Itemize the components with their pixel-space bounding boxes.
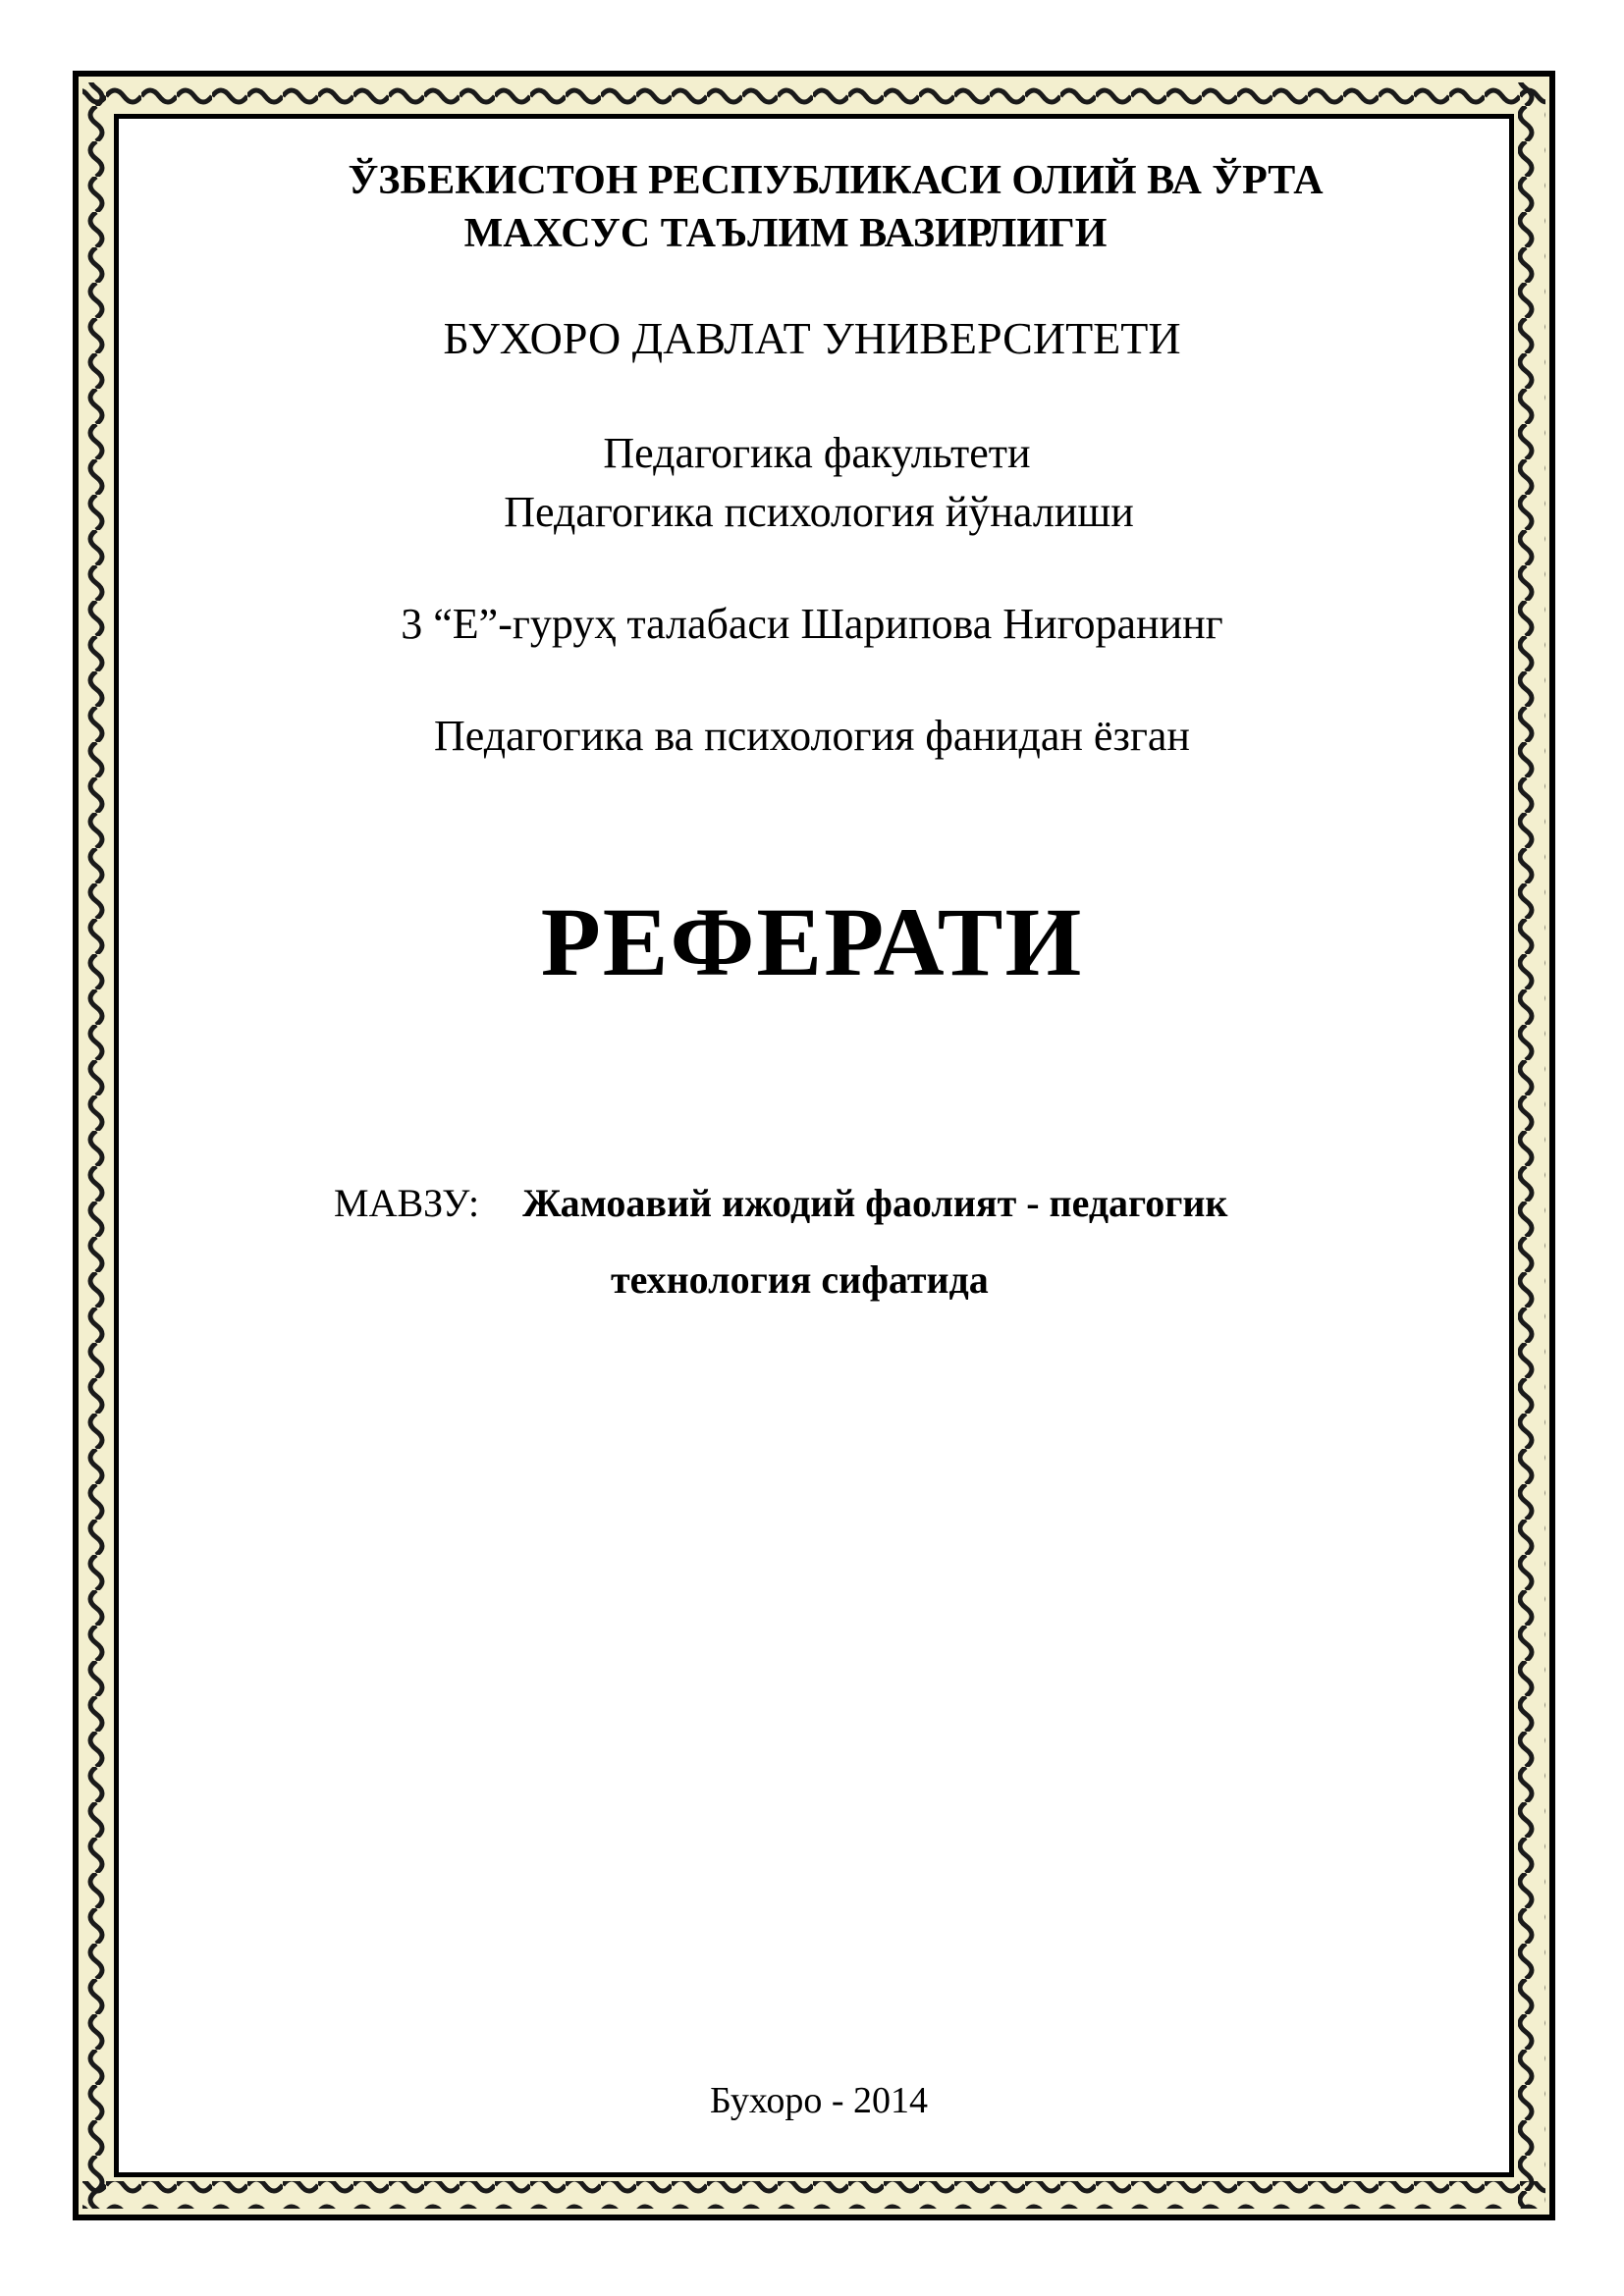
university-name: БУХОРО ДАВЛАТ УНИВЕРСИТЕТИ [443,313,1181,363]
topic-text-1: Жамоавий ижодий фаолият - педагогик [522,1181,1228,1225]
document-title: РЕФЕРАТИ [540,887,1084,996]
ministry-line-2: МАХСУС ТАЪЛИМ ВАЗИРЛИГИ [463,211,1108,256]
topic-line-1 [334,1180,1227,1226]
faculty-name: Педагогика факультети [603,429,1031,477]
topic-label: МАВЗУ: [334,1181,480,1225]
student-line: 3 “Е”-гуруҳ талабаси Шарипова Нигоранинг [401,600,1223,648]
place-year: Бухоро - 2014 [709,2080,929,2121]
subject-line: Педагогика ва психология фанидан ёзган [434,712,1190,760]
topic-text-2: технология сифатида [611,1257,989,1302]
ministry-line-1: ЎЗБЕКИСТОН РЕСПУБЛИКАСИ ОЛИЙ ВА ЎРТА [348,158,1324,203]
direction-name: Педагогика психология йўналиши [504,488,1134,536]
